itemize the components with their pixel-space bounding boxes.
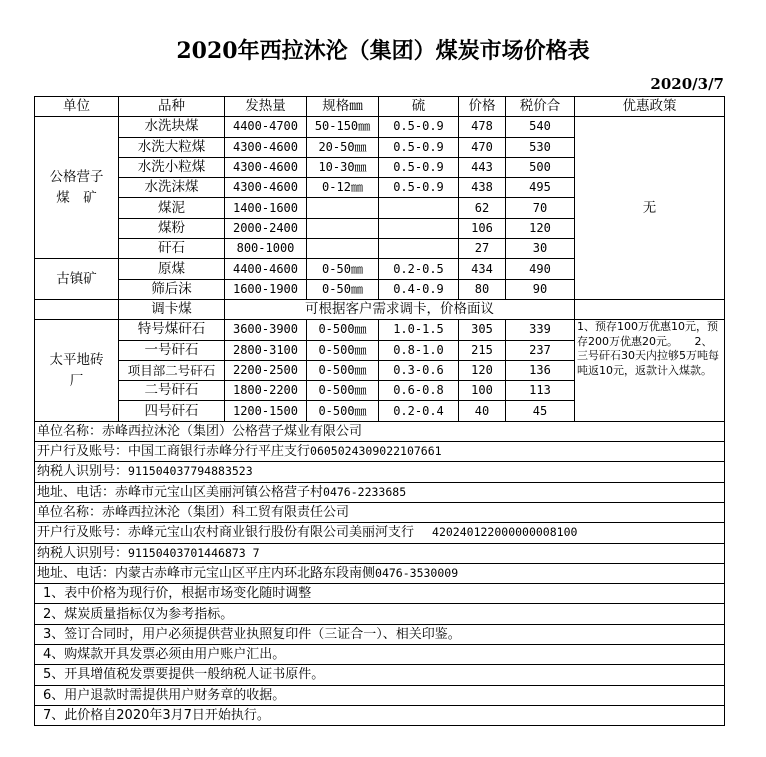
note-row xyxy=(35,624,725,644)
sulfur-cell: 0.2-0.5 xyxy=(379,259,459,279)
sulfur-cell: 0.6-0.8 xyxy=(379,381,459,401)
spec-cell: 10-30㎜ xyxy=(307,157,379,177)
note-text: 4、购煤款开具发票必须由用户账户汇出。 xyxy=(35,645,725,665)
bank-name: 赤峰元宝山农村商业银行股份有限公司美丽河支行 xyxy=(128,525,415,541)
unit-cell: 古镇矿 xyxy=(35,259,119,300)
tax-price-cell: 90 xyxy=(506,279,575,299)
tax-price-cell: 530 xyxy=(506,137,575,157)
price-cell: 40 xyxy=(459,401,506,421)
spec-cell: 0-50㎜ xyxy=(307,279,379,299)
sulfur-cell xyxy=(379,198,459,218)
company-addr xyxy=(35,563,725,583)
bank-label: 开户行及账号： xyxy=(37,525,129,541)
spec-cell: 0-500㎜ xyxy=(307,381,379,401)
company-addr-row xyxy=(35,482,725,502)
sulfur-cell xyxy=(379,218,459,238)
variety-cell: 项目部二号矸石 xyxy=(119,360,225,380)
company-name-value: 赤峰西拉沐沦（集团）公格营子煤业有限公司 xyxy=(102,423,363,439)
tax-price-cell: 540 xyxy=(506,117,575,137)
price-cell: 62 xyxy=(459,198,506,218)
bank-name: 中国工商银行赤峰分行平庄支行 xyxy=(128,444,311,460)
tax-price-cell: 70 xyxy=(506,198,575,218)
heat-cell: 4400-4700 xyxy=(225,117,307,137)
note-row xyxy=(35,685,725,705)
header-row xyxy=(35,97,725,117)
table-row xyxy=(35,299,725,319)
company-name-row xyxy=(35,502,725,522)
header-price: 价格 xyxy=(459,97,506,117)
note-row xyxy=(35,584,725,604)
note-text: 5、开具增值税发票要提供一般纳税人证书原件。 xyxy=(35,665,725,685)
note-row xyxy=(35,604,725,624)
bank-account: 420240122000000008100 xyxy=(432,525,578,540)
tax-price-cell: 500 xyxy=(506,157,575,177)
heat-cell: 1200-1500 xyxy=(225,401,307,421)
spec-cell: 0-500㎜ xyxy=(307,340,379,360)
sulfur-cell: 0.5-0.9 xyxy=(379,117,459,137)
tax-price-cell: 113 xyxy=(506,381,575,401)
heat-cell: 1800-2200 xyxy=(225,381,307,401)
company-bank xyxy=(35,442,725,462)
tax-price-cell: 45 xyxy=(506,401,575,421)
unit-cell: 太平地砖 厂 xyxy=(35,320,119,421)
company-bank xyxy=(35,523,725,543)
bank-label: 开户行及账号： xyxy=(37,444,129,460)
note-row xyxy=(35,645,725,665)
company-addr-row xyxy=(35,563,725,583)
spec-cell: 0-500㎜ xyxy=(307,320,379,340)
phone-value: 0476-2233685 xyxy=(323,484,407,499)
sulfur-cell: 0.2-0.4 xyxy=(379,401,459,421)
note-row xyxy=(35,665,725,685)
tax-price-cell: 490 xyxy=(506,259,575,279)
note-row xyxy=(35,705,725,725)
price-cell: 478 xyxy=(459,117,506,137)
spec-cell xyxy=(307,239,379,259)
note-text: 7、此价格自2020年3月7日开始执行。 xyxy=(35,705,725,725)
price-cell: 27 xyxy=(459,239,506,259)
price-cell: 120 xyxy=(459,360,506,380)
company-name-value: 赤峰西拉沐沦（集团）科工贸有限责任公司 xyxy=(102,505,350,521)
price-cell: 215 xyxy=(459,340,506,360)
sulfur-cell: 0.5-0.9 xyxy=(379,178,459,198)
heat-cell: 800-1000 xyxy=(225,239,307,259)
spec-cell: 0-500㎜ xyxy=(307,401,379,421)
company-tax xyxy=(35,543,725,563)
company-name-row xyxy=(35,421,725,441)
tax-price-cell: 120 xyxy=(506,218,575,238)
spec-cell: 20-50㎜ xyxy=(307,137,379,157)
addr-value: 赤峰市元宝山区美丽河镇公格营子村 xyxy=(115,484,324,500)
price-cell: 443 xyxy=(459,157,506,177)
price-cell: 106 xyxy=(459,218,506,238)
variety-cell: 水洗沫煤 xyxy=(119,178,225,198)
company-name xyxy=(35,421,725,441)
company-tax-row xyxy=(35,462,725,482)
tax-price-cell: 237 xyxy=(506,340,575,360)
spec-cell xyxy=(307,198,379,218)
sulfur-cell: 0.3-0.6 xyxy=(379,360,459,380)
price-cell: 100 xyxy=(459,381,506,401)
header-policy: 优惠政策 xyxy=(575,97,725,117)
heat-cell: 4300-4600 xyxy=(225,178,307,198)
variety-cell: 特号煤矸石 xyxy=(119,320,225,340)
header-sulfur: 硫 xyxy=(379,97,459,117)
spec-cell xyxy=(307,218,379,238)
variety-cell: 水洗块煤 xyxy=(119,117,225,137)
phone-value: 0476-3530009 xyxy=(375,565,459,580)
addr-value: 内蒙古赤峰市元宝山区平庄内环北路东段南侧 xyxy=(115,565,376,581)
table-row xyxy=(35,117,725,137)
addr-label: 地址、电话： xyxy=(37,484,116,500)
table-row xyxy=(35,320,725,340)
heat-cell: 2200-2500 xyxy=(225,360,307,380)
heat-cell: 3600-3900 xyxy=(225,320,307,340)
spec-cell: 50-150㎜ xyxy=(307,117,379,137)
tax-id-label: 纳税人识别号： xyxy=(37,464,129,480)
heat-cell: 4300-4600 xyxy=(225,137,307,157)
unit-cell: 公格营子煤 矿 xyxy=(35,117,119,259)
date-label: 2020/3/7 xyxy=(650,75,724,93)
price-cell: 80 xyxy=(459,279,506,299)
company-tax-row xyxy=(35,543,725,563)
variety-cell: 煤粉 xyxy=(119,218,225,238)
company-addr xyxy=(35,482,725,502)
price-cell: 470 xyxy=(459,137,506,157)
variety-cell: 二号矸石 xyxy=(119,381,225,401)
header-variety: 品种 xyxy=(119,97,225,117)
variety-cell: 四号矸石 xyxy=(119,401,225,421)
empty-unit-cell xyxy=(35,299,119,319)
sulfur-cell: 0.5-0.9 xyxy=(379,137,459,157)
heat-cell: 2000-2400 xyxy=(225,218,307,238)
note-text: 1、表中价格为现行价，根据市场变化随时调整 xyxy=(35,584,725,604)
bank-account: 0605024309022107661 xyxy=(310,444,442,459)
tax-price-cell: 30 xyxy=(506,239,575,259)
tax-price-cell: 495 xyxy=(506,178,575,198)
tax-id-label: 纳税人识别号： xyxy=(37,545,129,561)
variety-cell: 煤泥 xyxy=(119,198,225,218)
variety-cell: 水洗大粒煤 xyxy=(119,137,225,157)
heat-cell: 1600-1900 xyxy=(225,279,307,299)
sulfur-cell: 1.0-1.5 xyxy=(379,320,459,340)
sulfur-cell: 0.5-0.9 xyxy=(379,157,459,177)
note-text: 3、签订合同时，用户必须提供营业执照复印件（三证合一）、相关印鉴。 xyxy=(35,624,725,644)
policy-none-cell: 无 xyxy=(575,117,725,300)
heat-cell: 4300-4600 xyxy=(225,157,307,177)
header-spec: 规格㎜ xyxy=(307,97,379,117)
sulfur-cell: 0.4-0.9 xyxy=(379,279,459,299)
variety-cell: 水洗小粒煤 xyxy=(119,157,225,177)
variety-cell: 一号矸石 xyxy=(119,340,225,360)
tax-price-cell: 136 xyxy=(506,360,575,380)
header-heat: 发热量 xyxy=(225,97,307,117)
company-name-label: 单位名称： xyxy=(37,505,103,521)
tax-id-value: 911504037794883523 xyxy=(128,464,253,479)
price-cell: 434 xyxy=(459,259,506,279)
empty-policy-cell xyxy=(575,299,725,319)
company-name xyxy=(35,502,725,522)
sulfur-cell xyxy=(379,239,459,259)
heat-cell: 2800-3100 xyxy=(225,340,307,360)
price-table xyxy=(34,96,725,726)
company-bank-row xyxy=(35,523,725,543)
variety-cell: 调卡煤 xyxy=(119,299,225,319)
company-bank-row xyxy=(35,442,725,462)
policy-note-cell: 1、预存100万优惠10元，预存200万优惠20元。 2、三号矸石30天内拉够5万吨每吨返10元，返款计入煤款。 xyxy=(575,320,725,421)
variety-cell: 筛后沫 xyxy=(119,279,225,299)
addr-label: 地址、电话： xyxy=(37,565,116,581)
page-title: 2020年西拉沐沦（集团）煤炭市场价格表 xyxy=(176,38,590,64)
sulfur-cell: 0.8-1.0 xyxy=(379,340,459,360)
tax-id-value: 91150403701446873 7 xyxy=(128,545,260,560)
spec-cell: 0-500㎜ xyxy=(307,360,379,380)
heat-cell: 1400-1600 xyxy=(225,198,307,218)
header-unit: 单位 xyxy=(35,97,119,117)
note-text: 2、煤炭质量指标仅为参考指标。 xyxy=(35,604,725,624)
variety-cell: 原煤 xyxy=(119,259,225,279)
heat-cell: 4400-4600 xyxy=(225,259,307,279)
spec-cell: 0-12㎜ xyxy=(307,178,379,198)
price-cell: 438 xyxy=(459,178,506,198)
tax-price-cell: 339 xyxy=(506,320,575,340)
company-name-label: 单位名称： xyxy=(37,423,103,439)
spec-cell: 0-50㎜ xyxy=(307,259,379,279)
note-text: 6、用户退款时需提供用户财务章的收据。 xyxy=(35,685,725,705)
header-tax-price: 税价合 xyxy=(506,97,575,117)
company-tax xyxy=(35,462,725,482)
adjust-note-cell: 可根据客户需求调卡，价格面议 xyxy=(225,299,575,319)
price-cell: 305 xyxy=(459,320,506,340)
variety-cell: 矸石 xyxy=(119,239,225,259)
